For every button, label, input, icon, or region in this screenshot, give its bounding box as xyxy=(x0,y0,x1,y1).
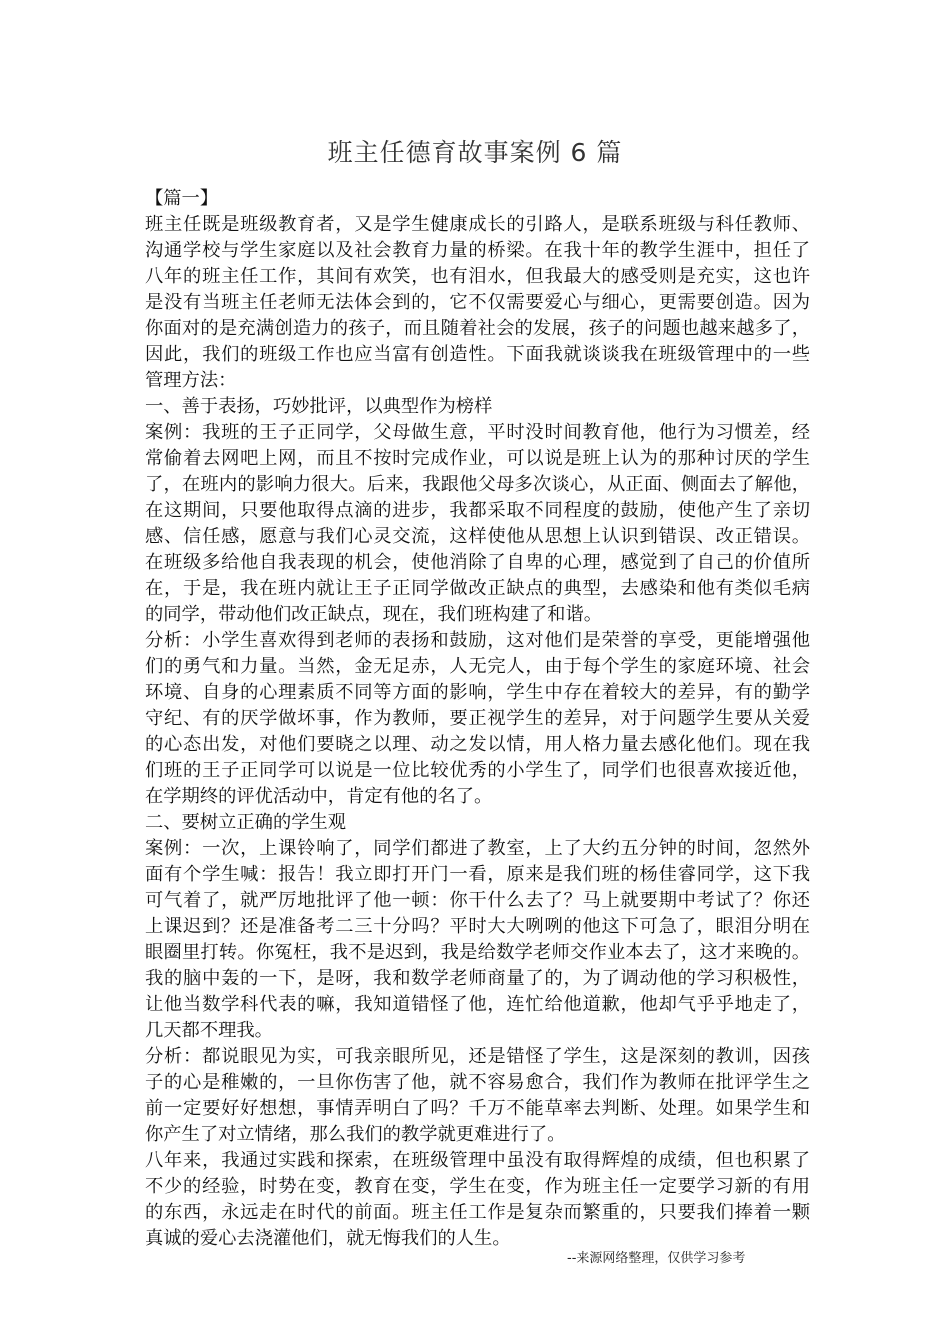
body-line: 在学期终的评优活动中，肯定有他的名了。 xyxy=(145,786,493,807)
body-line: 一、善于表扬，巧妙批评，以典型作为榜样 xyxy=(145,396,493,417)
body-line: 案例：我班的王子正同学，父母做生意，平时没时间教育他，他行为习惯差，经 xyxy=(145,422,810,443)
body-line: 眼圈里打转。你冤枉，我不是迟到，我是给数学老师交作业本去了，这才来晚的。 xyxy=(145,942,810,963)
body-line: 在，于是，我在班内就让王子正同学做改正缺点的典型，去感染和他有类似毛病 xyxy=(145,578,810,599)
body-line: 你面对的是充满创造力的孩子，而且随着社会的发展，孩子的问题也越来越多了， xyxy=(145,318,810,339)
body-line: 你产生了对立情绪，那么我们的教学就更难进行了。 xyxy=(145,1124,566,1145)
document-body xyxy=(145,186,810,1252)
body-line: 我的脑中轰的一下，是呀，我和数学老师商量了的，为了调动他的学习积极性， xyxy=(145,968,810,989)
body-line: 的心态出发，对他们要晓之以理、动之发以情，用人格力量去感化他们。现在我 xyxy=(145,734,810,755)
body-line: 是没有当班主任老师无法体会到的，它不仅需要爱心与细心，更需要创造。因为 xyxy=(145,292,810,313)
body-line: 八年的班主任工作，其间有欢笑，也有泪水，但我最大的感受则是充实，这也许 xyxy=(145,266,810,287)
body-line: 在这期间，只要他取得点滴的进步，我都采取不同程度的鼓励，使他产生了亲切 xyxy=(145,500,810,521)
body-line: 案例：一次，上课铃响了，同学们都进了教室，上了大约五分钟的时间，忽然外 xyxy=(145,838,810,859)
body-line: 的东西，永远走在时代的前面。班主任工作是复杂而繁重的，只要我们捧着一颗 xyxy=(145,1202,810,1223)
body-line: 了，在班内的影响力很大。后来，我跟他父母多次谈心，从正面、侧面去了解他， xyxy=(145,474,810,495)
body-line: 守纪、有的厌学做坏事，作为教师，要正视学生的差异，对于问题学生要从关爱 xyxy=(145,708,810,729)
body-line: 管理方法： xyxy=(145,370,237,391)
body-line: 们班的王子正同学可以说是一位比较优秀的小学生了，同学们也很喜欢接近他， xyxy=(145,760,810,781)
body-line: 们的勇气和力量。当然，金无足赤，人无完人，由于每个学生的家庭环境、社会 xyxy=(145,656,810,677)
body-line: 面有个学生喊：报告！我立即打开门一看，原来是我们班的杨佳睿同学，这下我 xyxy=(145,864,810,885)
body-line: 环境、自身的心理素质不同等方面的影响，学生中存在着较大的差异，有的勤学 xyxy=(145,682,810,703)
body-line: 沟通学校与学生家庭以及社会教育力量的桥梁。在我十年的教学生涯中，担任了 xyxy=(145,240,810,261)
body-line: 不少的经验，时势在变，教育在变，学生在变，作为班主任一定要学习新的有用 xyxy=(145,1176,810,1197)
body-line: 上课迟到？还是准备考二三十分吗？平时大大咧咧的他这下可急了，眼泪分明在 xyxy=(145,916,810,937)
body-line: 的同学，带动他们改正缺点，现在，我们班构建了和谐。 xyxy=(145,604,603,625)
body-line: 常偷着去网吧上网，而且不按时完成作业，可以说是班上认为的那种讨厌的学生 xyxy=(145,448,810,469)
body-line: 可气着了，就严厉地批评了他一顿：你干什么去了？马上就要期中考试了？你还 xyxy=(145,890,810,911)
body-line: 班主任既是班级教育者，又是学生健康成长的引路人，是联系班级与科任教师、 xyxy=(145,214,810,235)
document-title: 班主任德育故事案例 6 篇 xyxy=(327,138,623,167)
body-line: 真诚的爱心去浇灌他们，就无悔我们的人生。 xyxy=(145,1228,511,1249)
body-line: 分析：小学生喜欢得到老师的表扬和鼓励，这对他们是荣誉的享受，更能增强他 xyxy=(145,630,810,651)
body-line: 二、要树立正确的学生观 xyxy=(145,812,347,833)
body-line: 【篇一】 xyxy=(145,188,219,209)
body-line: 因此，我们的班级工作也应当富有创造性。下面我就谈谈我在班级管理中的一些 xyxy=(145,344,810,365)
source-footer: --来源网络整理，仅供学习参考 xyxy=(567,1251,746,1266)
body-line: 前一定要好好想想，事情弄明白了吗？千万不能草率去判断、处理。如果学生和 xyxy=(145,1098,810,1119)
body-line: 几天都不理我。 xyxy=(145,1020,273,1041)
body-line: 八年来，我通过实践和探索，在班级管理中虽没有取得辉煌的成绩，但也积累了 xyxy=(145,1150,810,1171)
body-line: 让他当数学科代表的嘛，我知道错怪了他，连忙给他道歉，他却气乎乎地走了， xyxy=(145,994,810,1015)
body-line: 子的心是稚嫩的，一旦你伤害了他，就不容易愈合，我们作为教师在批评学生之 xyxy=(145,1072,810,1093)
body-line: 在班级多给他自我表现的机会，使他消除了自卑的心理，感觉到了自己的价值所 xyxy=(145,552,810,573)
body-line: 感、信任感，愿意与我们心灵交流，这样使他从思想上认识到错误、改正错误。 xyxy=(145,526,810,547)
body-line: 分析：都说眼见为实，可我亲眼所见，还是错怪了学生，这是深刻的教训，因孩 xyxy=(145,1046,810,1067)
